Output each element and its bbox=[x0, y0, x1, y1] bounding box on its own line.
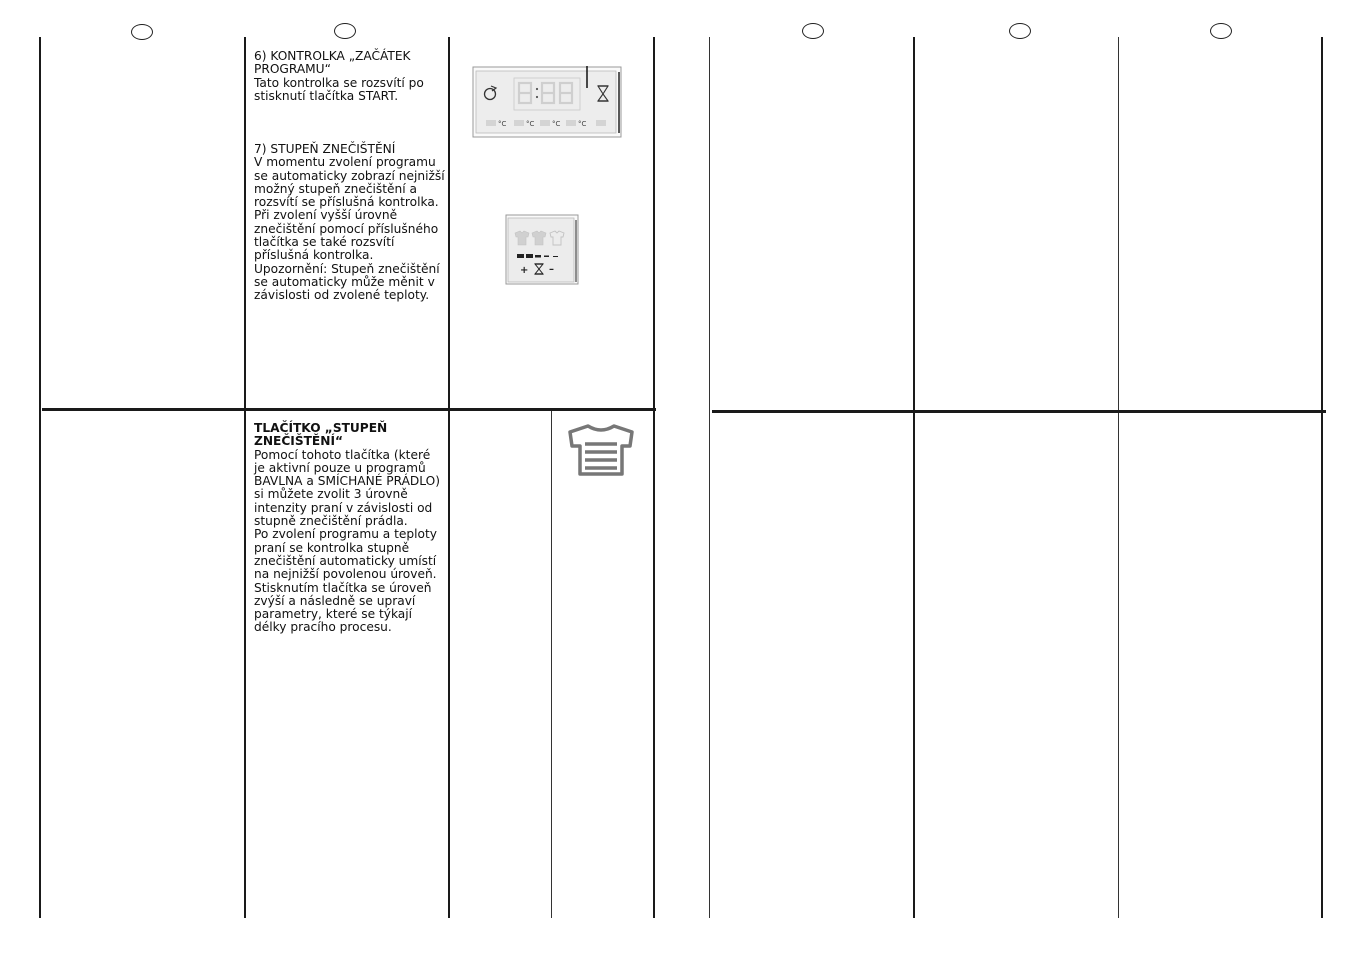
section-7 bbox=[254, 143, 446, 303]
lcd-temp-3: °C bbox=[552, 120, 561, 128]
minus-label: – bbox=[549, 264, 554, 275]
section-7-heading: 7) STUPEŇ ZNEČIŠTĚNÍ bbox=[254, 142, 396, 156]
section-7-body: V momentu zvolení programu se automaticky zobrazí nejnižší možný stupeň znečištění a rozsvítí se příslušná kontrolka. Při zvolení vyšší úrovně znečištění pomocí příslušného tlačítka se také rozsvítí příslušná kontrolka. Upozornění: Stupeň znečištění se automaticky může měnit v závislosti od zvolené teploty. bbox=[254, 155, 445, 303]
shirt-soil-level-icon bbox=[568, 424, 634, 476]
column-divider bbox=[448, 37, 450, 918]
language-marker-1 bbox=[131, 24, 153, 40]
column-divider bbox=[913, 37, 915, 918]
language-marker-2 bbox=[334, 23, 356, 39]
soil-level-panel-svg bbox=[505, 214, 580, 286]
language-marker-4 bbox=[1009, 23, 1031, 39]
lcd-temp-2: °C bbox=[526, 120, 535, 128]
column-divider bbox=[1118, 37, 1119, 918]
section-6 bbox=[254, 50, 446, 103]
row-divider bbox=[712, 410, 1326, 413]
lcd-temp-4: °C bbox=[578, 120, 587, 128]
lcd-display-svg bbox=[472, 66, 622, 138]
section-6-heading: 6) KONTROLKA „ZAČÁTEK PROGRAMU“ bbox=[254, 49, 411, 77]
column-divider bbox=[1321, 37, 1323, 918]
button-section bbox=[254, 422, 444, 635]
column-divider bbox=[244, 37, 246, 918]
button-section-heading: TLAČÍTKO „STUPEŇ ZNEČIŠTĚNÍ“ bbox=[254, 421, 388, 449]
plus-label: + bbox=[520, 265, 529, 276]
soil-level-panel-illustration bbox=[505, 214, 580, 286]
section-6-body: Tato kontrolka se rozsvítí po stisknutí tlačítka START. bbox=[254, 75, 424, 103]
button-section-body: Pomocí tohoto tlačítka (které je aktivní pouze u programů BAVLNA a SMÍCHANÉ PRÁDLO) si můžete zvolit 3 úrovně intenzity praní v závislosti od stupně znečištění prádla. Po zvolení programu a teploty praní se kontrolka stupně znečištění automaticky umístí na nejnižší povolenou úroveň. Stisknutím tlačítka se úroveň zvýší a následně se upraví parametry, které se týkají délky pracího procesu. bbox=[254, 447, 441, 635]
lcd-display-illustration bbox=[472, 66, 622, 138]
column-divider bbox=[653, 37, 655, 918]
lcd-temp-1: °C bbox=[498, 120, 507, 128]
column-divider bbox=[551, 411, 552, 918]
column-divider bbox=[709, 37, 710, 918]
language-marker-5 bbox=[1210, 23, 1232, 39]
row-divider bbox=[42, 408, 656, 411]
language-marker-3 bbox=[802, 23, 824, 39]
column-divider bbox=[39, 37, 41, 918]
